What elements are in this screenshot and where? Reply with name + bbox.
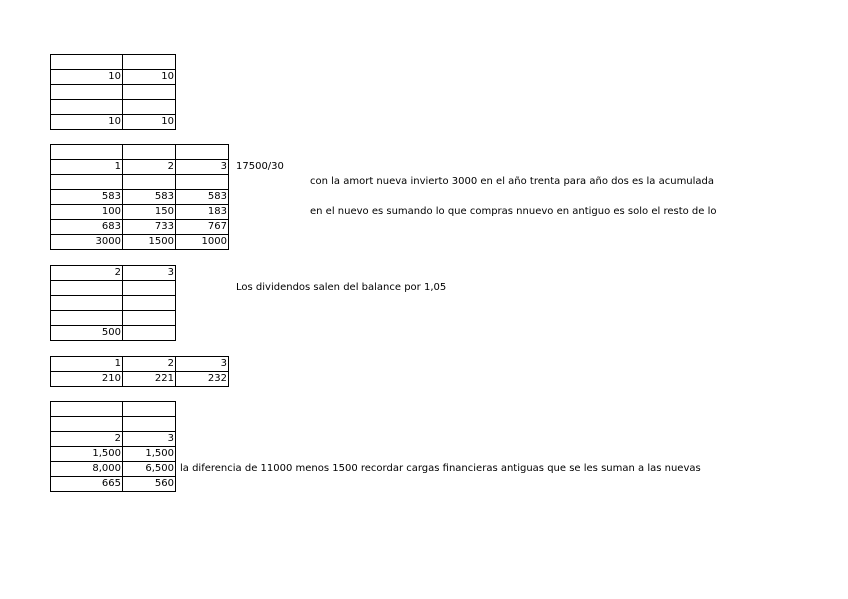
cell-note-17500-30[interactable]: 17500/30 bbox=[236, 161, 284, 172]
cell[interactable]: 10 bbox=[51, 70, 123, 85]
cell[interactable] bbox=[123, 175, 176, 190]
table-block-5 bbox=[50, 401, 176, 492]
cell[interactable]: 1000 bbox=[176, 235, 229, 250]
cell[interactable]: 10 bbox=[51, 115, 123, 130]
note-diferencia[interactable]: la diferencia de 11000 menos 1500 recordar cargas financieras antiguas que se les suman a las nuevas bbox=[180, 463, 701, 474]
table-row bbox=[51, 462, 176, 477]
note-dividendos[interactable]: Los dividendos salen del balance por 1,05 bbox=[236, 282, 447, 293]
table-row bbox=[51, 85, 176, 100]
table-row bbox=[51, 402, 176, 417]
cell[interactable]: 583 bbox=[123, 190, 176, 205]
cell[interactable]: 3 bbox=[176, 357, 229, 372]
table-row bbox=[51, 55, 176, 70]
cell[interactable] bbox=[123, 100, 176, 115]
cell[interactable]: 560 bbox=[123, 477, 176, 492]
table-row bbox=[51, 235, 229, 250]
table-row bbox=[51, 357, 229, 372]
cell[interactable]: 2 bbox=[123, 357, 176, 372]
cell[interactable]: 583 bbox=[176, 190, 229, 205]
cell[interactable]: 150 bbox=[123, 205, 176, 220]
cell[interactable]: 1500 bbox=[123, 235, 176, 250]
cell[interactable] bbox=[123, 417, 176, 432]
cell[interactable] bbox=[123, 311, 176, 326]
cell[interactable] bbox=[51, 417, 123, 432]
note-clip-diferencia bbox=[180, 462, 755, 477]
table-block-1 bbox=[50, 54, 176, 130]
cell[interactable] bbox=[123, 326, 176, 341]
cell[interactable] bbox=[123, 55, 176, 70]
table-row bbox=[51, 115, 176, 130]
table-row bbox=[51, 145, 229, 160]
cell[interactable] bbox=[123, 145, 176, 160]
cell[interactable] bbox=[51, 311, 123, 326]
cell[interactable] bbox=[123, 296, 176, 311]
cell[interactable]: 221 bbox=[123, 372, 176, 387]
table-row bbox=[51, 417, 176, 432]
table-row bbox=[51, 477, 176, 492]
cell[interactable]: 500 bbox=[51, 326, 123, 341]
cell[interactable] bbox=[51, 175, 123, 190]
cell[interactable]: 3000 bbox=[51, 235, 123, 250]
cell[interactable] bbox=[51, 145, 123, 160]
note-nuevo[interactable]: en el nuevo es sumando lo que compras nnuevo en antiguo es solo el resto de lo bbox=[310, 206, 717, 217]
cell[interactable]: 2 bbox=[51, 432, 123, 447]
table-row bbox=[51, 266, 176, 281]
table-row bbox=[51, 296, 176, 311]
table-row bbox=[51, 175, 229, 190]
table-block-2 bbox=[50, 144, 229, 250]
cell[interactable]: 183 bbox=[176, 205, 229, 220]
cell[interactable]: 10 bbox=[123, 70, 176, 85]
cell[interactable]: 1,500 bbox=[123, 447, 176, 462]
note-clip-amort bbox=[310, 175, 755, 190]
table-row bbox=[51, 372, 229, 387]
table-row bbox=[51, 205, 229, 220]
cell[interactable]: 1,500 bbox=[51, 447, 123, 462]
cell[interactable]: 3 bbox=[176, 160, 229, 175]
cell[interactable]: 2 bbox=[123, 160, 176, 175]
cell[interactable]: 1 bbox=[51, 160, 123, 175]
cell[interactable]: 10 bbox=[123, 115, 176, 130]
cell[interactable]: 733 bbox=[123, 220, 176, 235]
cell[interactable] bbox=[123, 85, 176, 100]
cell[interactable]: 2 bbox=[51, 266, 123, 281]
table-row bbox=[51, 160, 229, 175]
cell[interactable]: 232 bbox=[176, 372, 229, 387]
cell[interactable]: 8,000 bbox=[51, 462, 123, 477]
cell[interactable]: 6,500 bbox=[123, 462, 176, 477]
cell[interactable]: 583 bbox=[51, 190, 123, 205]
cell[interactable]: 683 bbox=[51, 220, 123, 235]
cell[interactable] bbox=[51, 296, 123, 311]
table-block-3 bbox=[50, 265, 176, 341]
table-row bbox=[51, 447, 176, 462]
table-row bbox=[51, 220, 229, 235]
table-row bbox=[51, 281, 176, 296]
cell[interactable] bbox=[51, 402, 123, 417]
cell[interactable]: 767 bbox=[176, 220, 229, 235]
table-row bbox=[51, 190, 229, 205]
table-row bbox=[51, 326, 176, 341]
cell[interactable]: 210 bbox=[51, 372, 123, 387]
note-amort[interactable]: con la amort nueva invierto 3000 en el año trenta para año dos es la acumulada bbox=[310, 176, 715, 187]
cell[interactable]: 665 bbox=[51, 477, 123, 492]
note-clip-nuevo bbox=[310, 205, 755, 220]
cell[interactable] bbox=[51, 281, 123, 296]
table-block-4 bbox=[50, 356, 229, 387]
cell[interactable] bbox=[51, 100, 123, 115]
table-row bbox=[51, 432, 176, 447]
cell[interactable] bbox=[51, 85, 123, 100]
cell[interactable] bbox=[51, 55, 123, 70]
cell[interactable] bbox=[176, 175, 229, 190]
cell[interactable]: 100 bbox=[51, 205, 123, 220]
cell[interactable] bbox=[176, 145, 229, 160]
table-row bbox=[51, 311, 176, 326]
cell[interactable]: 1 bbox=[51, 357, 123, 372]
cell[interactable]: 3 bbox=[123, 266, 176, 281]
table-row bbox=[51, 70, 176, 85]
cell[interactable]: 3 bbox=[123, 432, 176, 447]
table-row bbox=[51, 100, 176, 115]
cell[interactable] bbox=[123, 281, 176, 296]
cell[interactable] bbox=[123, 402, 176, 417]
